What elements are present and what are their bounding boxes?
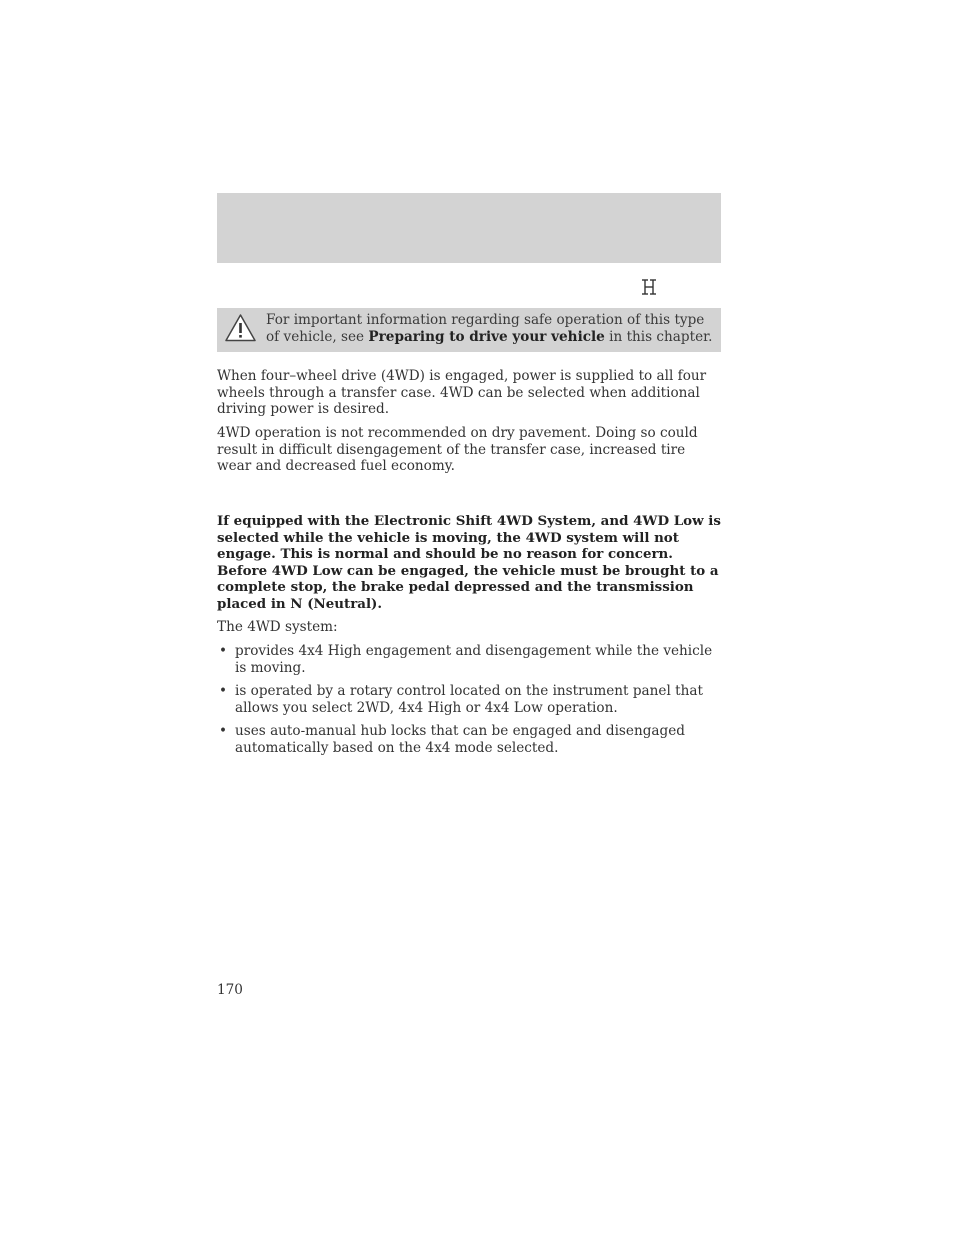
warning-reference: Preparing to drive your vehicle	[368, 328, 605, 345]
paragraph-4wd-intro: When four–wheel drive (4WD) is engaged, power is supplied to all four wheels through a transfer case. 4WD can be selected when additional driving power is desired.	[217, 368, 707, 417]
section-header-band	[217, 193, 721, 263]
bullet-dot: •	[219, 683, 228, 699]
warning-triangle-icon	[224, 313, 257, 343]
feature-list	[217, 643, 723, 763]
list-item: • is operated by a rotary control located on the instrument panel that allows you select 2WD, 4x4 High or 4x4 Low operation.	[219, 683, 703, 716]
warning-text: For important information regarding safe operation of this type of vehicle, see Preparing to drive your vehicle in this chapter.	[266, 312, 713, 345]
bold-note-electronic-shift: If equipped with the Electronic Shift 4WD System, and 4WD Low is selected while the vehicle is moving, the 4WD system will not engage. This is normal and should be no reason for concern. Before 4WD Low can be engaged, the vehicle must be brought to a complete stop, the brake pedal depressed and the transmission placed in N (Neutral).	[217, 513, 721, 612]
list-intro: The 4WD system:	[217, 619, 338, 635]
bullet-dot: •	[219, 723, 228, 739]
4wd-drivetrain-icon	[640, 277, 658, 297]
list-item: • uses auto-manual hub locks that can be engaged and disengaged automatically based on the 4x4 mode selected.	[219, 723, 685, 756]
bullet-dot: •	[219, 643, 228, 659]
warning-box	[217, 308, 721, 352]
paragraph-4wd-pavement: 4WD operation is not recommended on dry pavement. Doing so could result in difficult disengagement of the transfer case, increased tire wear and decreased fuel economy.	[217, 425, 698, 474]
list-item: • provides 4x4 High engagement and disengagement while the vehicle is moving.	[219, 643, 713, 676]
page-number: 170	[217, 982, 243, 998]
